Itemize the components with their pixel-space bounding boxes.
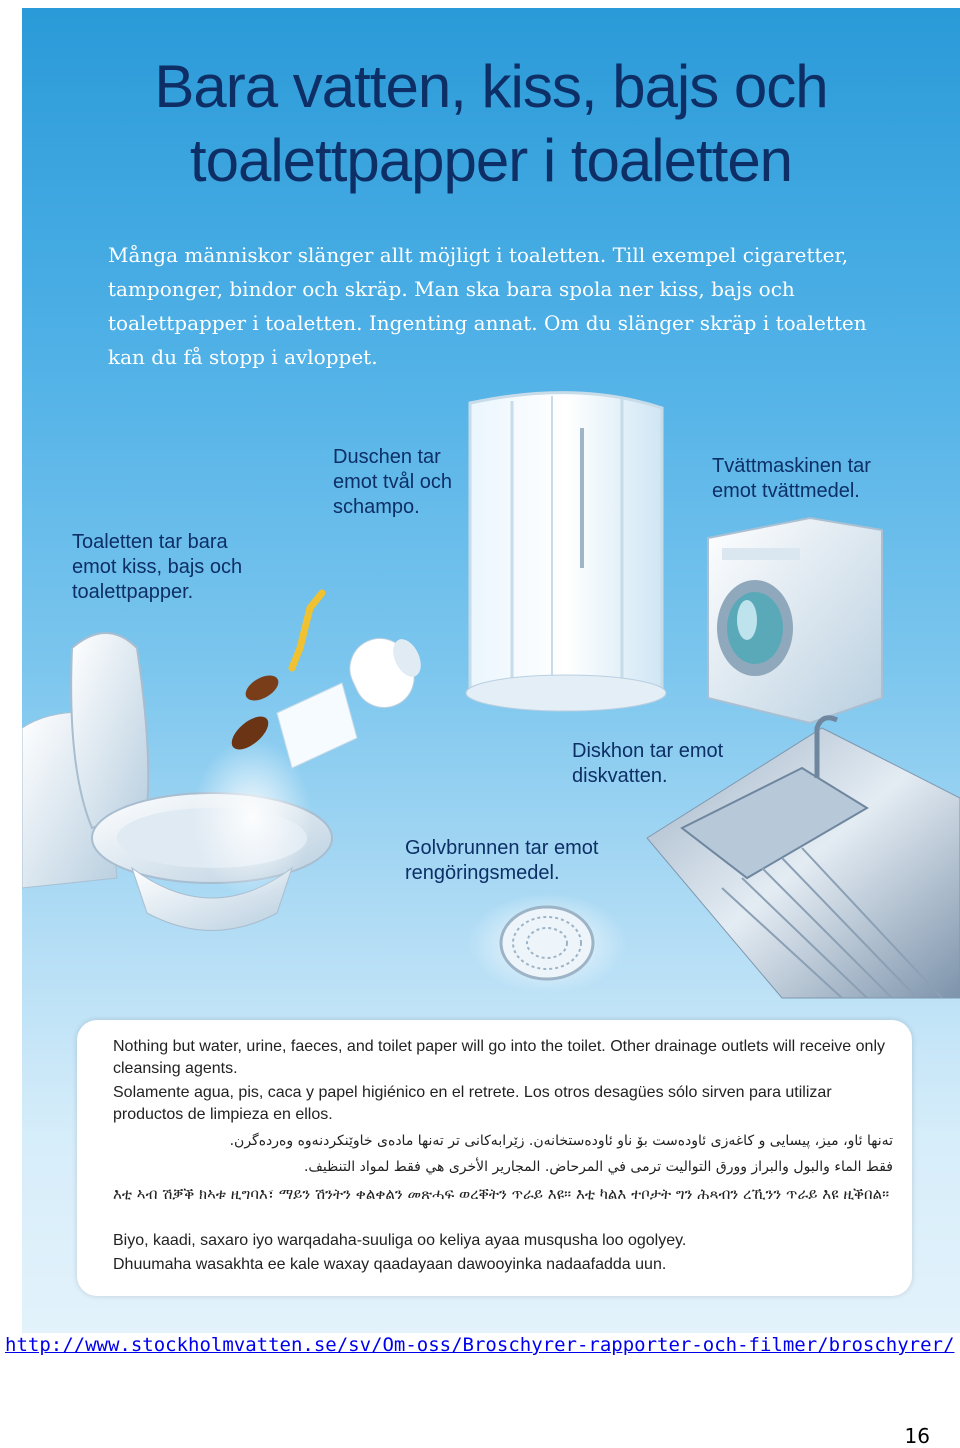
caption-shower	[333, 445, 452, 520]
caption-line: Tvättmaskinen tar	[712, 455, 871, 477]
translation-box	[77, 1020, 912, 1296]
caption-line: Duschen tar	[333, 446, 441, 468]
translation-arabic: فقط الماء والبول والبراز وورق التواليت ترمى في المرحاض. المجارير الأخرى هي فقط لمواد التنظيف.	[303, 1159, 893, 1175]
caption-sink	[572, 739, 723, 789]
caption-toilet	[72, 530, 242, 605]
caption-line: Golvbrunnen tar emot	[405, 837, 599, 859]
caption-line: schampo.	[333, 496, 420, 518]
urine-stream-image	[292, 593, 322, 668]
translation-spanish: Solamente agua, pis, caca y papel higiénico en el retrete. Los otros desagües sólo sirven para utilizar productos de limpieza en ellos.	[113, 1084, 832, 1123]
caption-line: diskvatten.	[572, 765, 668, 787]
caption-line: rengöringsmedel.	[405, 862, 560, 884]
caption-line: emot tvättmedel.	[712, 480, 860, 502]
page-number: 16	[904, 1424, 930, 1448]
translation-english: Nothing but water, urine, faeces, and toilet paper will go into the toilet. Other drainage outlets will receive only cleansing agents.	[113, 1038, 885, 1077]
toilet-image	[22, 633, 332, 931]
translation-somali-2: Dhuumaha wasakhta ee kale waxay qaadayaan dawooyinka nadaafadda uun.	[113, 1256, 667, 1273]
translation-somali: Biyo, kaadi, saxaro iyo warqadaha-suuliga oo keliya ayaa musqusha loo ogolyey.	[113, 1232, 687, 1249]
translation-tigrinya: እቲ ኣብ ሽቓቕ ክኣቱ ዚግባእ፣ ማይን ሽንትን ቀልቀልን መጽሓፍ ወረቐትን ጥራይ እዩ። እቲ ካልእ ተቦታት ግን ሕጻብን ረኺንን ጥራይ እዩ ዚቕበል።	[113, 1185, 890, 1203]
caption-line: Diskhon tar emot	[572, 740, 724, 762]
faeces-image	[226, 670, 283, 755]
translation-kurdish: تەنها ئاو، میز، پیسایی و کاغەزی ئاودەست بۆ ناو ئاودەستخانەن. زێرابەکانی تر تەنها مادەی خاوێنکردنەوە وەردەگرن.	[229, 1133, 893, 1149]
floor-drain-image	[467, 893, 627, 993]
caption-line: toalettpapper.	[72, 581, 194, 603]
title-line-1: Bara vatten, kiss, bajs och	[154, 53, 828, 120]
caption-line: Toaletten tar bara	[72, 531, 228, 553]
title-line-2: toalettpapper i toaletten	[189, 127, 793, 194]
intro-paragraph: Många människor slänger allt möjligt i toaletten. Till exempel cigaretter, tamponger, bindor och skräp. Man ska bara spola ner kiss, bajs och toalettpapper i toaletten. Ingenting annat. Om du slänger skräp i toaletten kan du få stopp i avloppet.	[108, 243, 867, 369]
caption-drain	[405, 836, 598, 886]
shower-cabin-image	[466, 393, 666, 711]
source-link[interactable]: http://www.stockholmvatten.se/sv/Om-oss/Broschyrer-rapporter-och-filmer/broschyrer/	[5, 1334, 955, 1356]
caption-washer	[712, 454, 871, 504]
poster	[22, 8, 960, 1333]
washing-machine-image	[708, 518, 882, 723]
caption-line: emot kiss, bajs och	[72, 556, 243, 578]
caption-line: emot tvål och	[333, 471, 452, 493]
